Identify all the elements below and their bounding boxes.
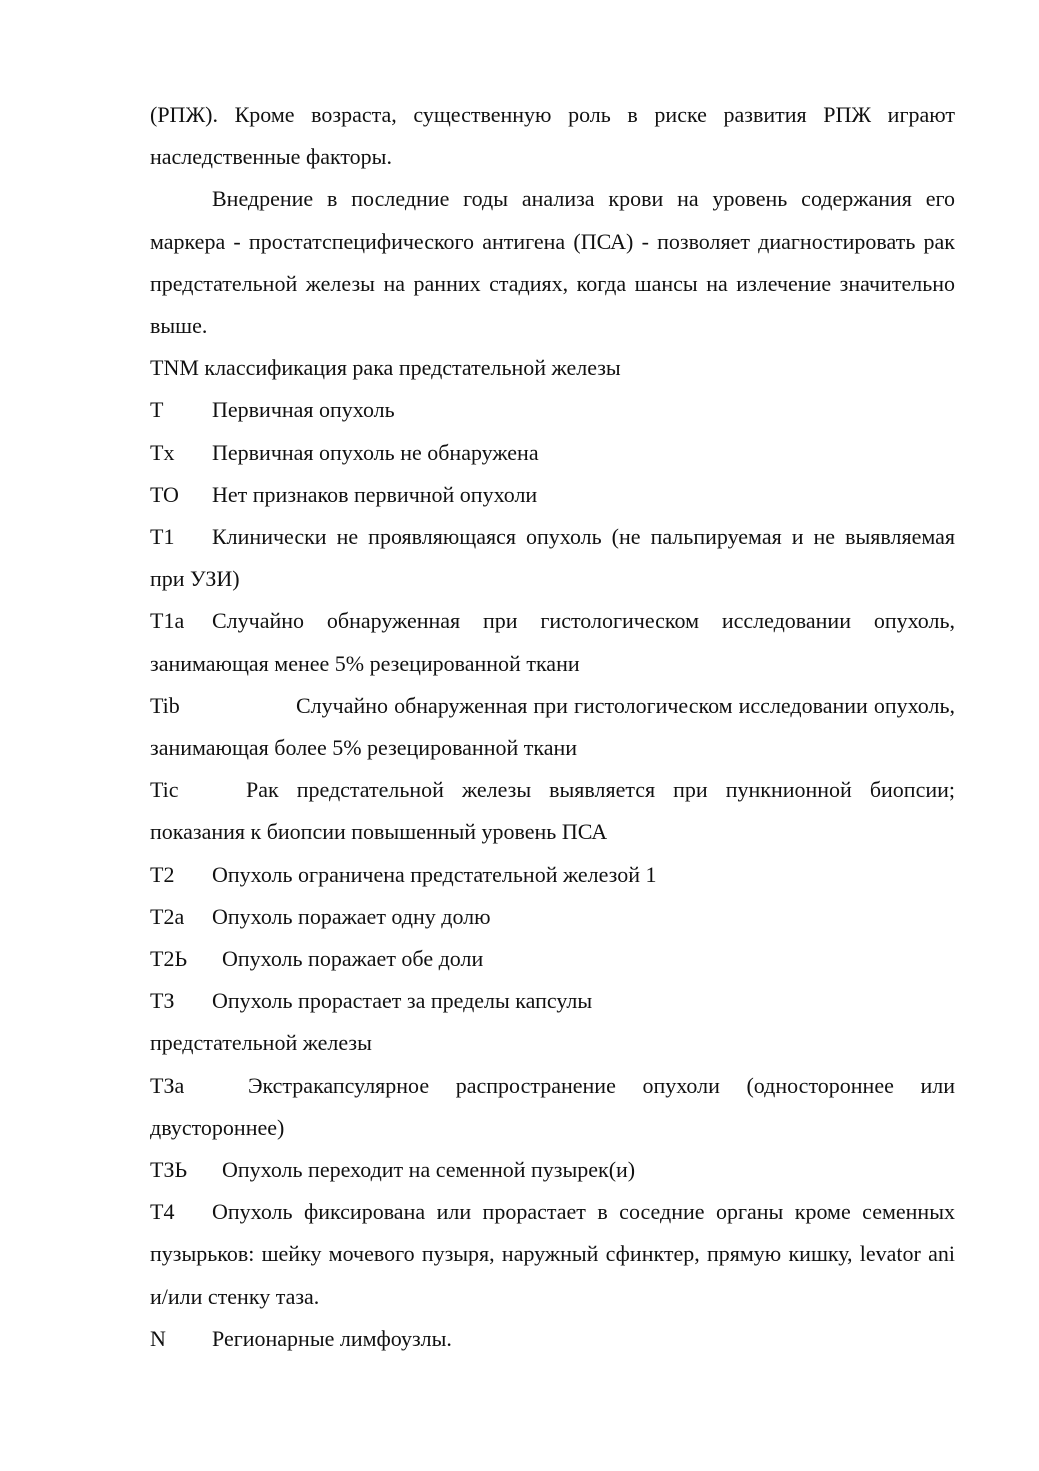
tnm-code: ТЗЬ xyxy=(150,1157,188,1183)
tnm-code: Tx xyxy=(150,439,175,465)
tnm-code: T xyxy=(150,397,164,423)
tnm-description: Первичная опухоль xyxy=(212,397,395,423)
tnm-description: Опухоль поражает одну долю xyxy=(212,903,491,929)
tnm-entry-t1b xyxy=(150,685,955,769)
tnm-description: Рак предстательной железы выявляется при пункнионной биопсии; показания к биопсии повышенный уровень ПСА xyxy=(150,777,955,845)
tnm-code: ТЗа xyxy=(150,1072,185,1098)
tnm-code: T2 xyxy=(150,861,175,887)
tnm-code: ТЗ xyxy=(150,988,175,1014)
tnm-code: Tib xyxy=(150,692,180,718)
tnm-description: Экстракапсулярное распространение опухоли (одностороннее или двустороннее) xyxy=(150,1072,955,1140)
tnm-entry-n xyxy=(150,1318,955,1360)
tnm-entry-t1a xyxy=(150,600,955,684)
tnm-entry-t3 xyxy=(150,980,955,1022)
tnm-description: Случайно обнаруженная при гистологическом исследовании опухоль, занимающая менее 5% резецированной ткани xyxy=(150,608,955,676)
tnm-entry-t1 xyxy=(150,516,955,600)
tnm-code: T2Ь xyxy=(150,946,188,972)
tnm-description: Опухоль поражает обе доли xyxy=(222,946,484,972)
tnm-description: Регионарные лимфоузлы. xyxy=(212,1325,452,1351)
tnm-entry-t4 xyxy=(150,1191,955,1318)
tnm-description: Клинически не проявляющаяся опухоль (не пальпируемая и не выявляемая при УЗИ) xyxy=(150,524,955,592)
tnm-entry-t3b xyxy=(150,1149,955,1191)
tnm-heading: TNM классификация рака предстательной железы xyxy=(150,355,621,381)
tnm-code: T2a xyxy=(150,903,185,929)
tnm-entry-t xyxy=(150,389,955,431)
tnm-description: Нет признаков первичной опухоли xyxy=(212,481,538,507)
tnm-entry-t2a xyxy=(150,896,955,938)
tnm-description: Опухоль переходит на семенной пузырек(и) xyxy=(222,1157,636,1183)
tnm-code: N xyxy=(150,1325,166,1351)
tnm-code: Tic xyxy=(150,777,179,803)
tnm-description: Опухоль фиксирована или прорастает в соседние органы кроме семенных пузырьков: шейку мочевого пузыря, наружный сфинктер, прямую кишку, levator ani и/или стенку таза. xyxy=(150,1199,955,1309)
tnm-code: TO xyxy=(150,481,179,507)
tnm-description: предстательной железы xyxy=(150,1030,372,1056)
intro-paragraph-2: Внедрение в последние годы анализа крови на уровень содержания его маркера - простатспецифического антигена (ПСА) - позволяет диагностировать рак предстательной железы на ранних стадиях, когда шансы на излечение значительно выше. xyxy=(150,186,955,339)
tnm-entry-tx xyxy=(150,432,955,474)
tnm-code: T1 xyxy=(150,524,175,550)
tnm-description: Случайно обнаруженная при гистологическом исследовании опухоль, занимающая более 5% резецированной ткани xyxy=(150,692,955,761)
tnm-entry-t2 xyxy=(150,854,955,896)
tnm-entry-t2b xyxy=(150,938,955,980)
tnm-description: Опухоль прорастает за пределы капсулы xyxy=(212,988,593,1014)
tnm-description: Первичная опухоль не обнаружена xyxy=(212,439,539,465)
tnm-entry-t3-continued xyxy=(150,1022,955,1064)
tnm-description: Опухоль ограничена предстательной железой 1 xyxy=(212,861,657,887)
tnm-entry-t0 xyxy=(150,474,955,516)
document-page xyxy=(150,94,955,1360)
tnm-entry-t1c xyxy=(150,769,955,853)
tnm-code: T1a xyxy=(150,608,185,634)
intro-paragraph-1: (РПЖ). Кроме возраста, существенную роль в риске развития РПЖ играют наследственные факторы. xyxy=(150,102,955,170)
tnm-code: T4 xyxy=(150,1199,175,1225)
tnm-entry-t3a xyxy=(150,1065,955,1149)
